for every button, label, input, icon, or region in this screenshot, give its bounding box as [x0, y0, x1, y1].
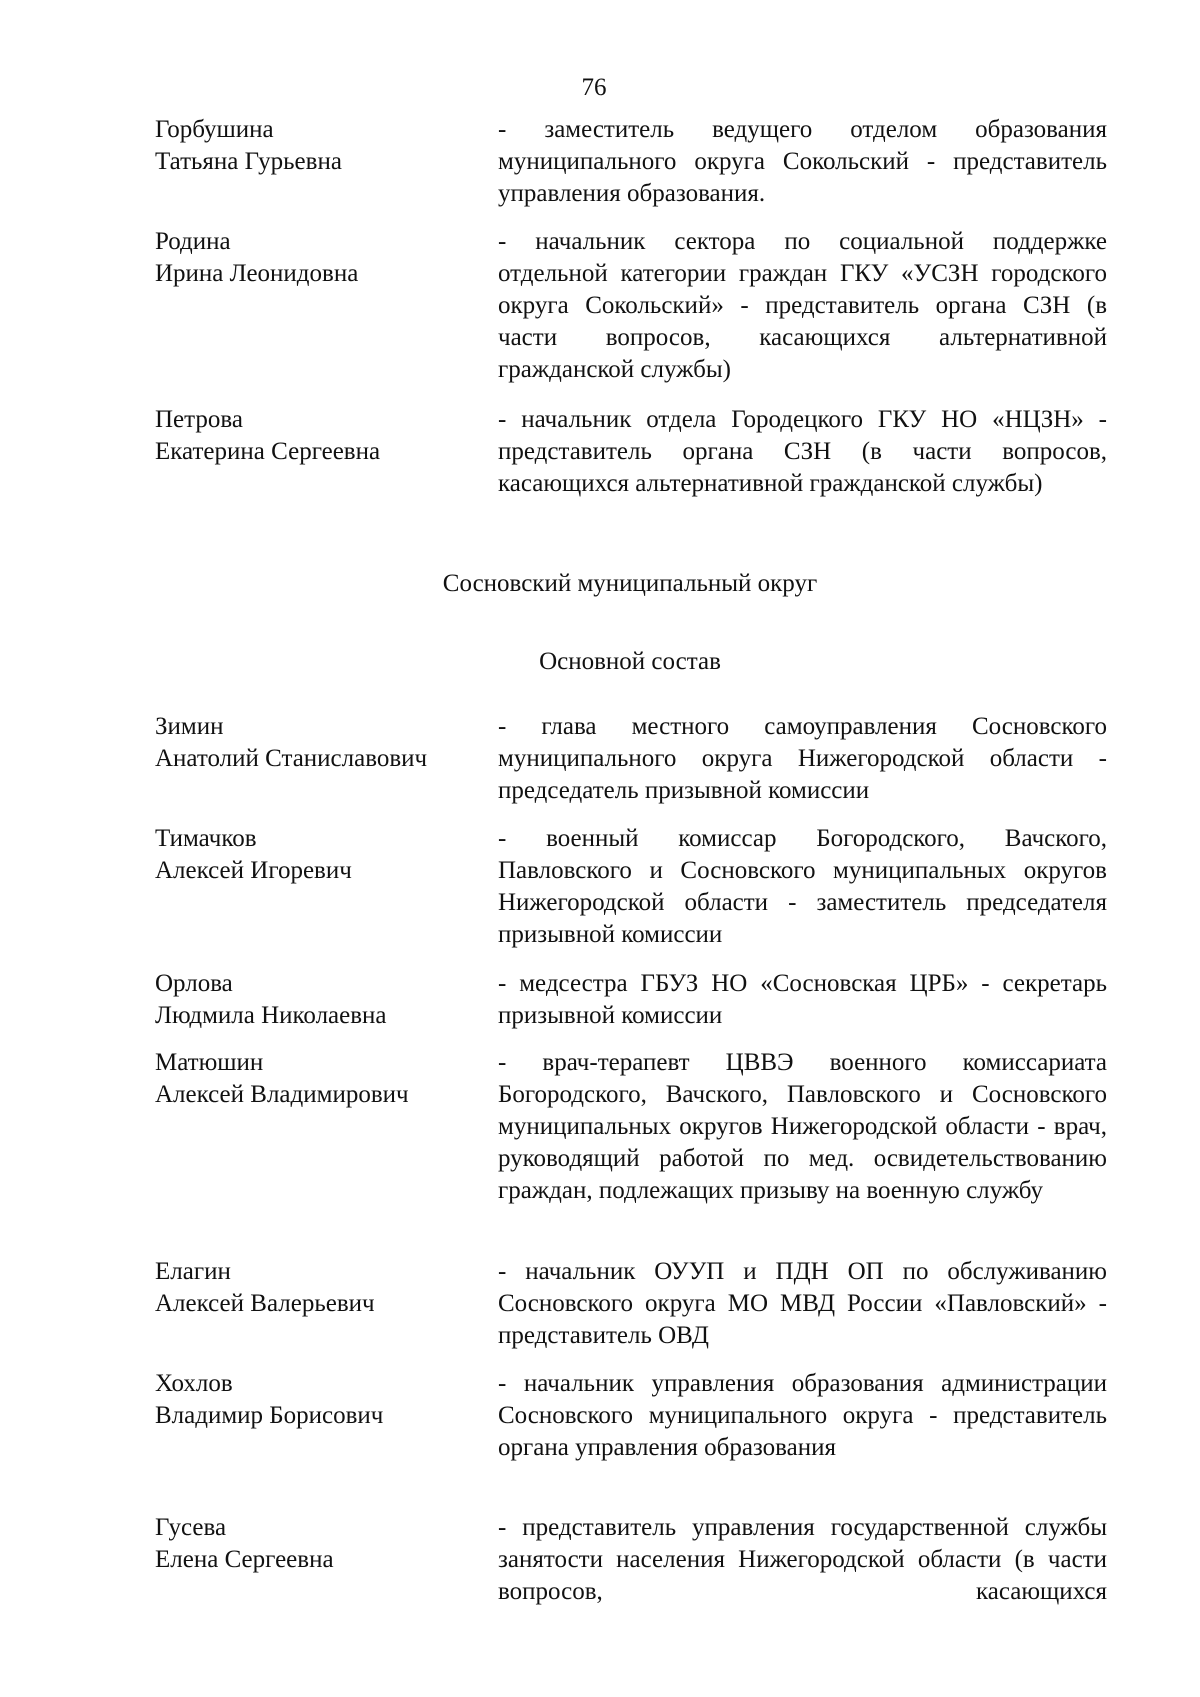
member-given-names: Владимир Борисович [155, 1402, 384, 1429]
member-surname: Елагин [155, 1258, 231, 1285]
member-surname: Хохлов [155, 1370, 233, 1397]
member-surname: Орлова [155, 970, 233, 997]
member-given-names: Анатолий Станиславович [155, 745, 428, 772]
member-entry-gorbushina [155, 114, 1107, 210]
member-role: - представитель управления государственной службы занятости населения Нижегородской области (в части вопросов, касающихся [498, 1514, 1107, 1605]
member-name [155, 1512, 498, 1608]
member-role: - глава местного самоуправления Сосновского муниципального округа Нижегородской области - председатель призывной комиссии [498, 713, 1107, 804]
member-entry-zimin [155, 711, 1107, 807]
member-name [155, 226, 498, 386]
member-entry-rodina [155, 226, 1107, 386]
page-number: 76 [581, 74, 607, 101]
member-entry-orlova [155, 968, 1107, 1032]
member-entry-matyushin [155, 1047, 1107, 1207]
member-surname: Матюшин [155, 1049, 264, 1076]
member-surname: Гусева [155, 1514, 227, 1541]
member-given-names: Ирина Леонидовна [155, 260, 359, 287]
member-entry-khokhlov [155, 1368, 1107, 1464]
member-given-names: Алексей Владимирович [155, 1081, 409, 1108]
member-role: - медсестра ГБУЗ НО «Сосновская ЦРБ» - секретарь призывной комиссии [498, 970, 1107, 1029]
member-entry-elagin [155, 1256, 1107, 1352]
member-given-names: Алексей Валерьевич [155, 1290, 375, 1317]
member-name [155, 1256, 498, 1352]
member-entry-timachkov [155, 823, 1107, 951]
member-entry-petrova [155, 404, 1107, 500]
member-name [155, 1368, 498, 1464]
member-name [155, 968, 498, 1032]
member-given-names: Алексей Игоревич [155, 857, 352, 884]
member-name [155, 823, 498, 951]
member-role: - начальник отдела Городецкого ГКУ НО «НЦЗН» - представитель органа СЗН (в части вопросов, касающихся альтернативной гражданской службы) [498, 406, 1107, 497]
member-role: - начальник ОУУП и ПДН ОП по обслуживанию Сосновского округа МО МВД России «Павловский» - представитель ОВД [498, 1258, 1107, 1349]
district-heading: Сосновский муниципальный округ [442, 570, 818, 597]
member-role: - начальник управления образования администрации Сосновского муниципального округа - представитель органа управления образования [498, 1370, 1107, 1461]
section-heading: Основной состав [539, 648, 721, 675]
member-given-names: Елена Сергеевна [155, 1546, 334, 1573]
member-name [155, 1047, 498, 1207]
member-name [155, 711, 498, 807]
member-name [155, 114, 498, 210]
member-surname: Горбушина [155, 116, 274, 143]
member-role: - заместитель ведущего отделом образования муниципального округа Сокольский - представитель управления образования. [498, 116, 1107, 207]
member-given-names: Татьяна Гурьевна [155, 148, 342, 175]
member-surname: Родина [155, 228, 231, 255]
member-role: - врач-терапевт ЦВВЭ военного комиссариата Богородского, Вачского, Павловского и Сосновского муниципальных округов Нижегородской области - врач, руководящий работой по мед. освидетельствованию граждан, подлежащих призыву на военную службу [498, 1049, 1107, 1204]
member-role: - военный комиссар Богородского, Вачского, Павловского и Сосновского муниципальных округов Нижегородской области - заместитель председателя призывной комиссии [498, 825, 1107, 948]
member-surname: Тимачков [155, 825, 257, 852]
member-given-names: Людмила Николаевна [155, 1002, 387, 1029]
member-surname: Петрова [155, 406, 243, 433]
member-role: - начальник сектора по социальной поддержке отдельной категории граждан ГКУ «УСЗН городского округа Сокольский» - представитель органа СЗН (в части вопросов, касающихся альтернативной гражданской службы) [498, 228, 1107, 383]
member-name [155, 404, 498, 500]
member-given-names: Екатерина Сергеевна [155, 438, 381, 465]
member-surname: Зимин [155, 713, 224, 740]
member-entry-guseva [155, 1512, 1107, 1608]
